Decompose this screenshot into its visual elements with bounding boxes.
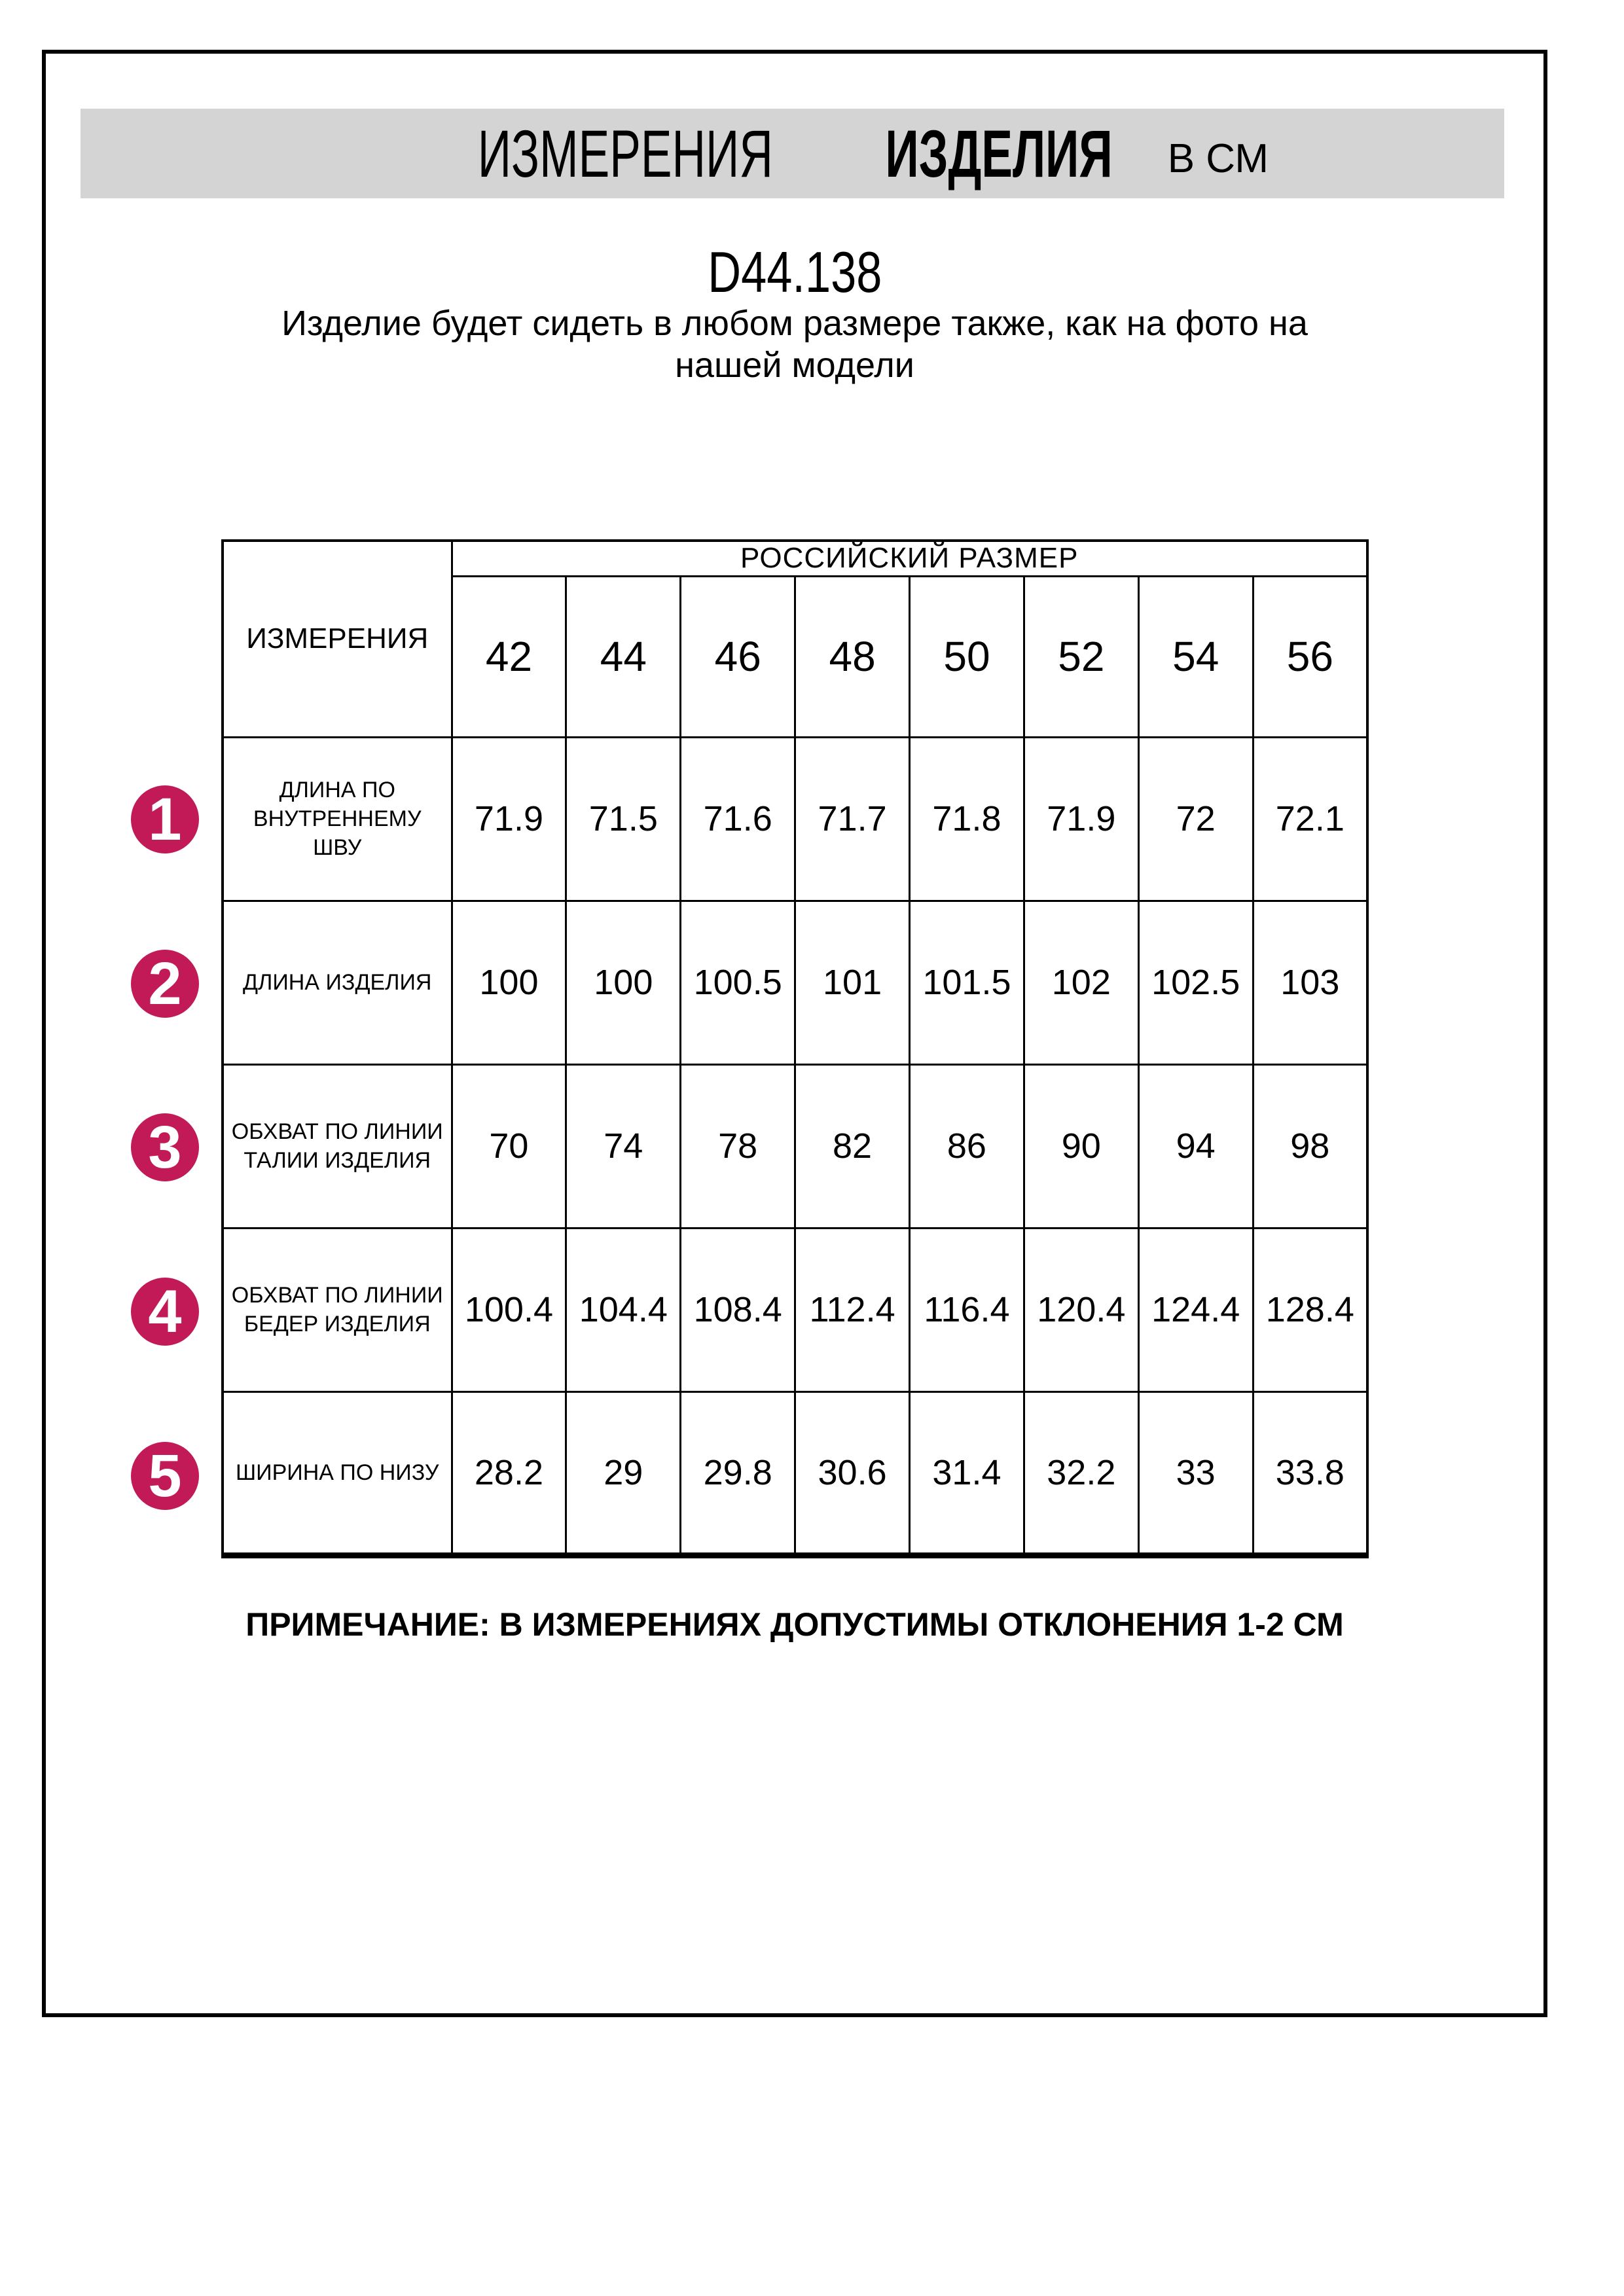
measurement-value-cell: 100.5 [681, 901, 795, 1064]
measurement-value-cell: 29 [566, 1391, 681, 1555]
measurement-value-cell: 103 [1253, 901, 1367, 1064]
measurement-value-cell: 82 [795, 1064, 910, 1228]
measurement-row-label: ОБХВАТ ПО ЛИНИИ ТАЛИИ ИЗДЕЛИЯ [223, 1064, 452, 1228]
measurement-value-cell: 71.6 [681, 737, 795, 901]
measurement-value-cell: 98 [1253, 1064, 1367, 1228]
size-table [221, 539, 1369, 1558]
size-column-header: 42 [452, 576, 566, 737]
measurement-value-cell: 31.4 [910, 1391, 1024, 1555]
measurement-value-cell: 72.1 [1253, 737, 1367, 901]
measurement-value-cell: 71.9 [1024, 737, 1138, 901]
page-title-measurements: ИЗМЕРЕНИЯ [477, 116, 773, 191]
measurement-value-cell: 100.4 [452, 1228, 566, 1391]
product-code: D44.138 [707, 240, 882, 304]
measurement-row [223, 737, 1367, 901]
measurement-value-cell: 102 [1024, 901, 1138, 1064]
fit-note [42, 302, 1547, 386]
measurement-value-cell: 28.2 [452, 1391, 566, 1555]
tolerance-note: ПРИМЕЧАНИЕ: В ИЗМЕРЕНИЯХ ДОПУСТИМЫ ОТКЛОНЕНИЯ 1-2 СМ [245, 1606, 1344, 1643]
measurement-value-cell: 32.2 [1024, 1391, 1138, 1555]
row-number-badge: 5 [131, 1442, 199, 1510]
size-column-header: 48 [795, 576, 910, 737]
measurement-row [223, 1064, 1367, 1228]
russian-size-header: РОССИЙСКИЙ РАЗМЕР [452, 541, 1367, 576]
measurement-value-cell: 90 [1024, 1064, 1138, 1228]
measurements-header-cell: ИЗМЕРЕНИЯ [223, 541, 452, 737]
measurement-row-label: ШИРИНА ПО НИЗУ [223, 1391, 452, 1555]
page-title-units: В СМ [1167, 135, 1269, 181]
measurement-value-cell: 86 [910, 1064, 1024, 1228]
size-column-header: 46 [681, 576, 795, 737]
row-number-badge: 2 [131, 950, 199, 1018]
measurement-row-label: ОБХВАТ ПО ЛИНИИ БЕДЕР ИЗДЕЛИЯ [223, 1228, 452, 1391]
measurement-value-cell: 116.4 [910, 1228, 1024, 1391]
fit-note-line-2: нашей модели [675, 346, 914, 385]
measurement-row [223, 901, 1367, 1064]
measurement-value-cell: 33.8 [1253, 1391, 1367, 1555]
size-column-header: 50 [910, 576, 1024, 737]
measurement-value-cell: 120.4 [1024, 1228, 1138, 1391]
measurement-value-cell: 30.6 [795, 1391, 910, 1555]
size-column-header: 54 [1138, 576, 1253, 737]
measurement-value-cell: 74 [566, 1064, 681, 1228]
size-column-header: 52 [1024, 576, 1138, 737]
measurement-value-cell: 72 [1138, 737, 1253, 901]
row-number-badge: 1 [131, 785, 199, 853]
measurement-value-cell: 29.8 [681, 1391, 795, 1555]
measurement-row [223, 1391, 1367, 1555]
measurement-value-cell: 71.8 [910, 737, 1024, 901]
size-column-header: 44 [566, 576, 681, 737]
measurement-value-cell: 101 [795, 901, 910, 1064]
measurement-value-cell: 33 [1138, 1391, 1253, 1555]
fit-note-line-1: Изделие будет сидеть в любом размере также, как на фото на [281, 304, 1308, 343]
page-title-product: ИЗДЕЛИЯ [885, 116, 1113, 191]
measurement-value-cell: 78 [681, 1064, 795, 1228]
measurement-value-cell: 104.4 [566, 1228, 681, 1391]
measurement-value-cell: 108.4 [681, 1228, 795, 1391]
measurement-value-cell: 94 [1138, 1064, 1253, 1228]
row-number-badge: 3 [131, 1113, 199, 1181]
measurement-row-label: ДЛИНА ПО ВНУТРЕННЕМУ ШВУ [223, 737, 452, 901]
measurement-value-cell: 128.4 [1253, 1228, 1367, 1391]
size-column-header: 56 [1253, 576, 1367, 737]
measurement-value-cell: 102.5 [1138, 901, 1253, 1064]
measurement-value-cell: 112.4 [795, 1228, 910, 1391]
measurement-value-cell: 71.5 [566, 737, 681, 901]
measurement-value-cell: 124.4 [1138, 1228, 1253, 1391]
measurement-row-label: ДЛИНА ИЗДЕЛИЯ [223, 901, 452, 1064]
measurement-value-cell: 70 [452, 1064, 566, 1228]
measurement-value-cell: 101.5 [910, 901, 1024, 1064]
measurement-value-cell: 71.7 [795, 737, 910, 901]
measurement-value-cell: 100 [566, 901, 681, 1064]
measurement-row [223, 1228, 1367, 1391]
title-bar [81, 109, 1504, 198]
row-number-badge: 4 [131, 1278, 199, 1346]
measurement-value-cell: 100 [452, 901, 566, 1064]
measurement-value-cell: 71.9 [452, 737, 566, 901]
